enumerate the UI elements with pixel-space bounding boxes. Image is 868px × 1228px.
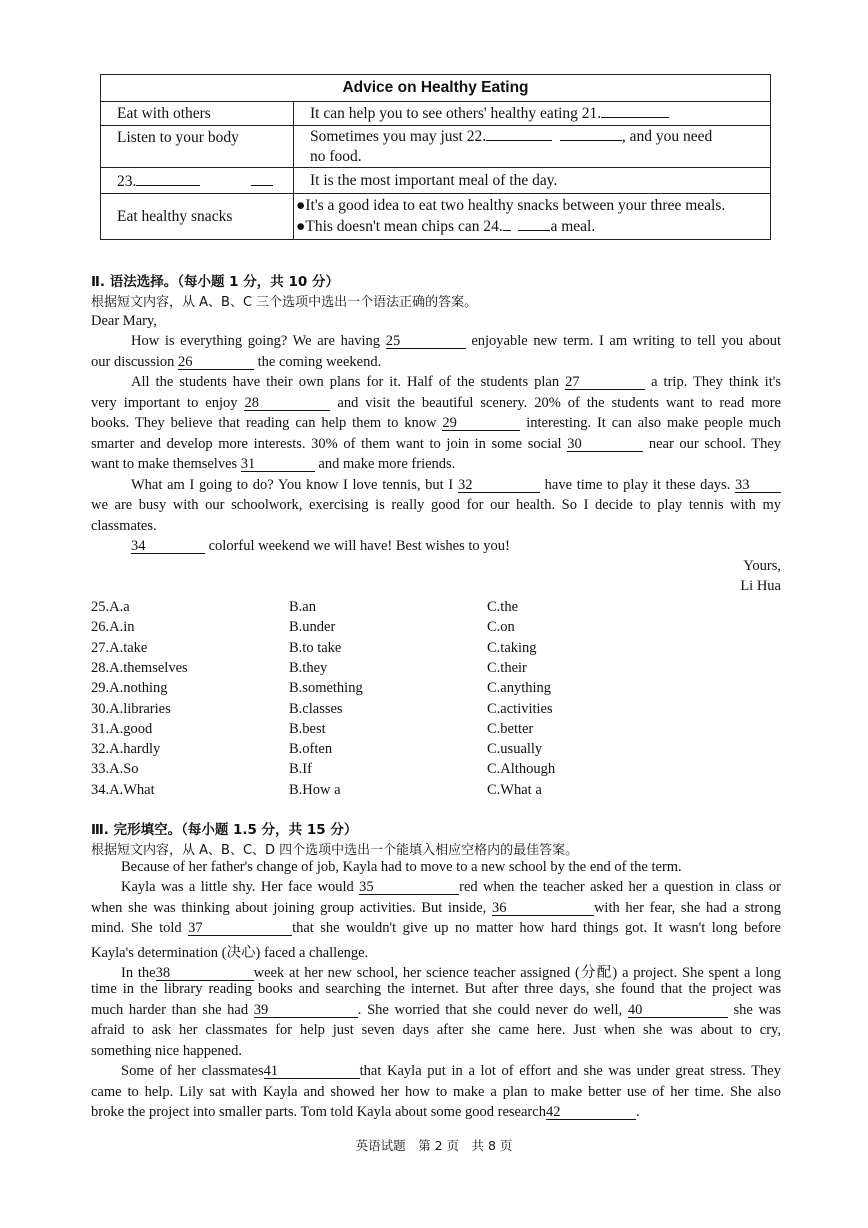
line-text: books. They believe that reading can help them to know (91, 415, 437, 431)
option-c: C.better (487, 720, 534, 737)
line-text: In the (121, 965, 156, 981)
answer-blank: 27 (565, 375, 645, 390)
table-cell (294, 126, 771, 168)
passage-line: afraid to ask her classmates for help just seven days after she came here. Just when she was about to cry, (91, 1022, 781, 1038)
option-c: C.Although (487, 761, 556, 778)
cell-text: no food. (310, 148, 362, 165)
answer-blank: 38 (156, 966, 254, 981)
table-cell: It is the most important meal of the day. (294, 168, 771, 194)
line-text: interesting. It can also make people much (526, 415, 782, 431)
line-text: want to make themselves (91, 456, 238, 472)
line-text: week at her new school, her science teacher assigned (分配) a project. She spent a long (253, 965, 781, 981)
option-a: 33.A.So (91, 761, 139, 778)
cell-text: ●This doesn't mean chips can 24. (296, 218, 503, 235)
table-row (101, 194, 771, 240)
line-text: enjoyable new term. I am writing to tell you about (471, 333, 781, 349)
answer-blank: 26 (178, 355, 254, 370)
line-text: very important to enjoy (91, 395, 238, 411)
answer-blank: 41 (264, 1064, 360, 1079)
option-c: C.What a (487, 781, 542, 798)
line-text: Kayla was a little shy. Her face would (121, 879, 354, 895)
answer-blank (486, 126, 552, 141)
answer-blank (136, 171, 200, 186)
option-c: C.activities (487, 700, 553, 717)
answer-blank: 37 (188, 921, 292, 936)
line-text: a trip. They think it's (651, 374, 781, 390)
cell-text: It can help you to see others' healthy eating 21. (310, 105, 602, 122)
advice-table (100, 74, 771, 240)
option-c: C.usually (487, 741, 543, 758)
line-text: when she was thinking about joining group activities. But inside, (91, 900, 487, 916)
answer-blank: 31 (241, 457, 315, 472)
option-b: B.an (289, 599, 316, 615)
option-c: C.taking (487, 639, 537, 656)
cell-text: , and you need (621, 128, 713, 145)
option-b: B.to take (289, 639, 342, 656)
cell-text: Sometimes you may just 22. (310, 128, 487, 145)
table-cell: Listen to your body (101, 126, 294, 168)
table-title: Advice on Healthy Eating (101, 75, 771, 102)
passage-line (91, 415, 781, 432)
passage-line: something nice happened. (91, 1043, 242, 1059)
table-row (101, 126, 771, 168)
passage-line (91, 1002, 781, 1019)
line-text: . (635, 1104, 640, 1120)
answer-blank: 35 (359, 880, 459, 895)
passage-line (91, 395, 781, 412)
answer-blank (518, 216, 550, 231)
closing: Yours, (743, 558, 781, 574)
question-number: 23. (117, 172, 137, 190)
passage-line (91, 900, 781, 917)
table-row (101, 102, 771, 126)
option-a: 29.A.nothing (91, 680, 168, 697)
answer-blank (601, 103, 669, 118)
line-text: red when the teacher asked her a question in class or (459, 879, 781, 895)
option-b: B.How a (289, 781, 341, 798)
answer-blank: 40 (628, 1003, 728, 1018)
answer-blank: 34 (131, 539, 205, 554)
line-text: mind. She told (91, 920, 182, 936)
passage-line (91, 436, 781, 453)
option-b: B.best (289, 720, 326, 737)
passage-line: we are busy with our schoolwork, exercising is really good for our health. So I decide to play tennis with my (91, 497, 781, 513)
line-text: much harder than she had (91, 1002, 249, 1018)
passage-line (91, 456, 781, 473)
answer-blank (503, 216, 511, 231)
line-text: our discussion (91, 354, 175, 370)
option-a: 34.A.What (91, 781, 155, 798)
option-c: C.their (487, 659, 527, 676)
passage-line (91, 1104, 781, 1121)
line-text: that Kayla put in a lot of effort and she was under great stress. They (359, 1063, 781, 1079)
passage-line: classmates. (91, 518, 157, 534)
line-text: How is everything going? We are having (131, 333, 381, 349)
option-a: 27.A.take (91, 639, 148, 656)
line-text: that she wouldn't give up no matter how hard things got. It wasn't long before (292, 920, 781, 936)
table-cell: Eat healthy snacks (101, 194, 294, 240)
line-text: Some of her classmates (121, 1063, 264, 1079)
line-text: and visit the beautiful scenery. 20% of the students want to read more (337, 395, 782, 411)
answer-blank: 33 (735, 478, 781, 493)
line-text: smarter and develop more interests. 30% of them want to join in some social (91, 436, 562, 452)
line-text: . She worried that she could never do well, (357, 1002, 623, 1018)
section-heading: Ⅲ. 完形填空。（每小题 1.5 分，共 15 分） (91, 822, 358, 838)
passage-line (131, 374, 781, 391)
line-text: All the students have their own plans for it. Half of the students plan (131, 374, 560, 390)
line-text: with her fear, she had a strong (593, 900, 781, 916)
answer-blank: 32 (458, 478, 540, 493)
passage-line (131, 477, 781, 494)
option-b: B.they (289, 659, 328, 676)
cell-text: ●It's a good idea to eat two healthy snacks between your three meals. (296, 197, 726, 214)
passage-line: came to help. Lily sat with Kayla and showed her how to make a plan to make better use of her time. She also (91, 1084, 781, 1100)
answer-blank (560, 126, 622, 141)
table-row (101, 168, 771, 194)
line-text: have time to play it these days. (544, 477, 731, 493)
answer-blank: 30 (567, 437, 643, 452)
option-a: 28.A.themselves (91, 659, 188, 676)
option-b: B.classes (289, 700, 343, 717)
table-cell (294, 102, 771, 126)
option-a: 32.A.hardly (91, 741, 161, 758)
option-b: B.If (289, 761, 312, 778)
passage-line (91, 920, 781, 937)
passage-line: time in the library reading books and searching the internet. But after three days, she found that the project was (91, 981, 781, 997)
option-b: B.under (289, 619, 336, 636)
line-text: the coming weekend. (257, 354, 382, 370)
answer-blank (251, 171, 273, 186)
salutation: Dear Mary, (91, 313, 157, 329)
option-a: 26.A.in (91, 619, 135, 636)
passage-line (131, 333, 781, 350)
line-text: she was (733, 1002, 782, 1018)
option-a: 25.A.a (91, 599, 130, 615)
table-cell (101, 168, 294, 194)
line-text: What am I going to do? You know I love tennis, but I (131, 477, 454, 493)
page-footer: 英语试题 第 2 页 共 8 页 (355, 1138, 513, 1153)
option-b: B.often (289, 741, 333, 758)
table-cell (294, 194, 771, 240)
table-cell: Eat with others (101, 102, 294, 126)
answer-blank: 39 (254, 1003, 358, 1018)
section-instruction: 根据短文内容，从 A、B、C 三个选项中选出一个语法正确的答案。 (91, 295, 478, 310)
cell-text: a meal. (550, 218, 596, 235)
answer-blank: 28 (244, 396, 330, 411)
answer-blank: 36 (492, 901, 594, 916)
line-text: near our school. They (648, 436, 782, 452)
option-b: B.something (289, 680, 363, 697)
option-c: C.on (487, 619, 515, 636)
option-c: C.anything (487, 680, 552, 697)
passage-line: Because of her father's change of job, Kayla had to move to a new school by the end of the term. (121, 859, 682, 875)
passage-line (121, 961, 781, 982)
line-text: broke the project into smaller parts. Tom told Kayla about some good research (91, 1104, 546, 1120)
option-a: 30.A.libraries (91, 700, 171, 717)
passage-line (91, 354, 781, 371)
section-heading: Ⅱ. 语法选择。（每小题 1 分，共 10 分） (91, 274, 339, 290)
option-a: 31.A.good (91, 720, 153, 737)
answer-blank: 42 (546, 1105, 636, 1120)
line-text: colorful weekend we will have! Best wishes to you! (208, 538, 510, 554)
passage-line (131, 538, 781, 555)
option-c: C.the (487, 599, 519, 615)
section-instruction: 根据短文内容，从 A、B、C、D 四个选项中选出一个能填入相应空格内的最佳答案。 (91, 843, 579, 858)
answer-blank: 29 (442, 416, 520, 431)
passage-line: Kayla's determination (决心) faced a challenge. (91, 945, 369, 961)
answer-blank: 25 (386, 334, 466, 349)
passage-line (121, 1063, 781, 1080)
passage-line (121, 879, 781, 896)
signature: Li Hua (740, 578, 781, 594)
line-text: and make more friends. (318, 456, 456, 472)
